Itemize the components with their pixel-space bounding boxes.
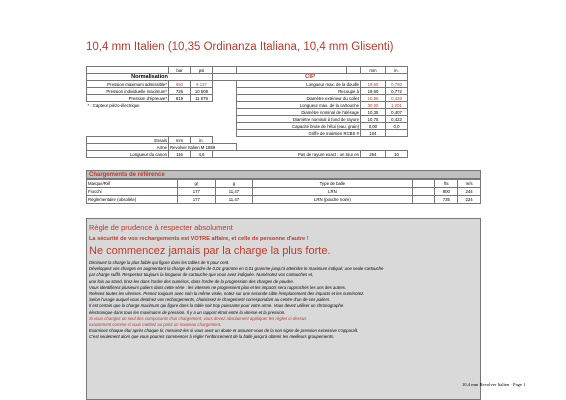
safety-lines	[89, 260, 478, 341]
pressure-label: Pression d'épreuve*	[87, 95, 169, 102]
charge-ms: 224	[458, 196, 481, 204]
dim-in	[386, 130, 408, 137]
dim-in: 0,423	[386, 116, 408, 123]
dim-mm: 0,00	[361, 123, 386, 130]
charge-fts: 735	[435, 196, 458, 204]
charge-g: 11,47	[215, 196, 253, 204]
dim-mm: 104	[361, 130, 386, 137]
charge-g: 11,47	[215, 188, 253, 196]
charges-col-type: Type de balle	[253, 180, 412, 188]
dim-label: Diamètre nominal à fond de rayure	[237, 116, 361, 123]
dim-label: Recoupe à	[237, 88, 361, 95]
cip-heading: CIP	[213, 74, 408, 81]
charges-heading: Chargements de référence	[86, 170, 481, 179]
canon-label: Longueur du canon	[87, 151, 169, 158]
charge-marque: Réglementaire (obsolète)	[87, 196, 178, 204]
dim-mm: 30,50	[361, 102, 386, 109]
pressure-psi: 10 508	[191, 88, 213, 95]
safety-line: Vous identifierez plusieurs paliers dans cette série : les vitesses ne progressent plus et les impacts sera rapprochés les uns des autres.	[89, 284, 347, 290]
pressure-bar: 819	[169, 95, 191, 102]
safety-line: Diminuez la charge la plus faible qui figure dans les tables de 5 pour cent.	[89, 260, 230, 265]
safety-line: une fois au stand, tirez-les dans l'ordre des numéros, dans l'ordre de la progression des charges de poudre.	[89, 278, 294, 284]
page-title: 10,4 mm Italien (10,35 Ordinanza Italiana, 10,4 mm Glisenti)	[86, 41, 394, 53]
dim-label: Capacité brute de l'étui (eau, grain)	[237, 123, 361, 130]
table-row	[87, 196, 481, 204]
canon-in: 4,6	[191, 151, 213, 158]
safety-line: Relevez toutes les vitesses. Prenez toujours avec soin la même visée, notez sur une seconde cible l'emplacement des impacts et les numérotez.	[89, 291, 365, 297]
dim-mm: 19,60	[361, 88, 386, 95]
charge-gr: 177	[178, 196, 216, 204]
dim-in: 1,201	[386, 102, 408, 109]
dim-label: Diamètre extérieur du collet	[237, 95, 361, 102]
dim-mm: 10,86	[361, 95, 386, 102]
safety-panel	[86, 218, 481, 400]
safety-big-warning: Ne commencez jamais par la charge la plus forte.	[89, 245, 331, 257]
charges-col-fts: fts	[435, 180, 458, 188]
dim-mm: 19,60	[361, 81, 386, 88]
essais-label: Essais	[87, 137, 169, 144]
charge-fts: 800	[435, 188, 458, 196]
safety-heading: Règle de prudence à respecter absolument	[89, 223, 233, 232]
essais-unit-mm: mm	[169, 137, 191, 144]
arme-label: Arme	[87, 144, 169, 151]
charges-col-marque: Marque/Réf	[87, 180, 178, 188]
safety-line: Examinez chaque étui après chaque tir, mesurez-les si vous avez un doute et assurez-vous de la non signe de pression excessive n'apparaît.	[89, 328, 359, 334]
safety-line: exactement comme si vous mettiez au point un nouveau chargement.	[89, 322, 222, 328]
unit-bar: bar	[169, 67, 191, 74]
pressure-label: Pression maximum admissible*	[87, 81, 169, 88]
safety-line: C'est seulement alors que vous pourrez commencer à régler l'enfoncement de la balle jusqu'à obtenir les meilleurs groupements.	[89, 334, 335, 340]
dim-in: 0,428	[386, 95, 408, 102]
safety-line: Il est certain que la charge maximum qui figure dans la table soit trop puissante pour votre arme. Vous devez utiliser un chronographe	[89, 303, 344, 309]
page-footer: 10,4 mm Revolver Italien · Page 1	[462, 382, 526, 387]
dim-in: 0,772	[386, 88, 408, 95]
pressure-bar: 650	[169, 81, 191, 88]
charges-col-ms: m/s	[458, 180, 481, 188]
rayure-label: Pas de rayure exact : un tour en	[213, 151, 361, 158]
canon-mm: 116	[169, 151, 191, 158]
safety-line: Développez vos charges en augmentant la charge de poudre de 0,01 gramme en 0,01 gramme jusqu'à atteindre le maximum indiqué; une seule cartouche	[89, 266, 384, 272]
pressure-bar: 726	[169, 88, 191, 95]
charges-table	[86, 179, 481, 204]
dim-in: 0,407	[386, 109, 408, 116]
rayure-in: 10	[386, 151, 408, 158]
safety-line: Si vous changez un seul des composants d'un chargement, vous devez absolument appliquer les règles ci-dessus	[89, 315, 307, 321]
charge-type: LRN	[253, 188, 412, 196]
dim-label: Diamètre nominal de l'alésage	[237, 109, 361, 116]
safety-line: électronique dans tous les maximums de pression. Il y a un rapport étroit entre la vitesse et la pression.	[89, 309, 286, 315]
pressure-psi: 9 137	[191, 81, 213, 88]
charge-gr: 177	[178, 188, 216, 196]
table-row	[87, 188, 481, 196]
safety-line: Selon l'usage auquel vous destinez vos rechargements, choisissez le chargement correspondant au centre d'un de ces paliers.	[89, 297, 331, 303]
pressure-label: Pression individuelle maximum*	[87, 88, 169, 95]
dim-label: Longueur max. de la cartouche	[237, 102, 361, 109]
rayure-mm: 254	[361, 151, 386, 158]
charge-marque: Fiocchi	[87, 188, 178, 196]
unit-mm: mm	[361, 67, 386, 74]
dim-in: 0,760	[386, 81, 408, 88]
sensor-note: * : Capteur piézo-électrique	[87, 102, 140, 108]
charge-type: LRN (poudre noire)	[253, 196, 412, 204]
spec-table	[86, 66, 482, 158]
safety-warning: La sécurité de vos rechargements est VOTRE affaire, et celle de personne d'autre !	[89, 236, 309, 242]
dim-in: 0,0	[386, 123, 408, 130]
safety-line: par charge suffit. Respectez toujours la longueur de cartouche que vous avez indiquée. Numérotez vos cartouches et,	[89, 272, 314, 278]
essais-unit-in: in.	[191, 137, 213, 144]
dim-label: Longueur max. de la douille	[237, 81, 361, 88]
unit-psi: psi	[191, 67, 213, 74]
dim-label: Griffe de maintien RCBS #	[237, 130, 361, 137]
normalisation-heading: Normalisation	[87, 74, 213, 81]
arme-value: Revolver Italien M 1889	[169, 144, 237, 151]
charges-col-gr: gr	[178, 180, 216, 188]
pressure-psi: 11 879	[191, 95, 213, 102]
charges-col-g: g	[215, 180, 253, 188]
charge-ms: 244	[458, 188, 481, 196]
dim-mm: 10,75	[361, 116, 386, 123]
dim-mm: 10,35	[361, 109, 386, 116]
unit-in: in.	[386, 67, 408, 74]
